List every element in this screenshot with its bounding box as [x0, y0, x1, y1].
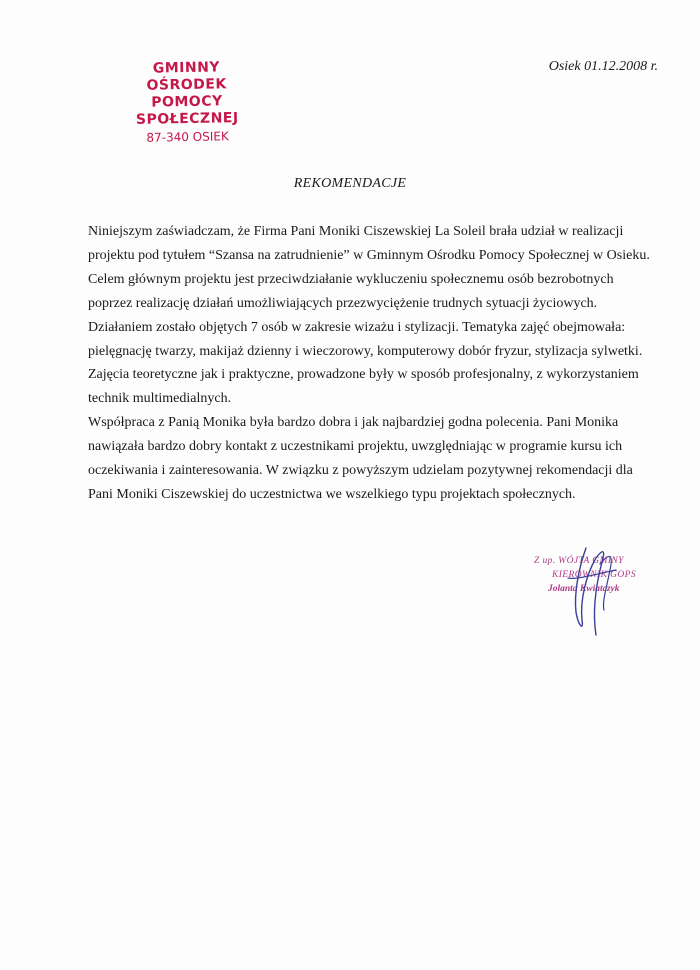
institution-stamp — [111, 59, 262, 148]
signature-stamp-line-3: Jolanta Kwiatczyk — [548, 584, 620, 594]
signature-stamp-line-1: Z up. WÓJTA GMINY — [534, 556, 624, 566]
body-line: pielęgnację twarzy, makijaż dzienny i wieczorowy, komputerowy dobór fryzur, stylizacja sylwetki. — [88, 343, 643, 359]
body-line: Współpraca z Panią Monika była bardzo dobra i jak najbardziej godna polecenia. Pani Monika — [88, 415, 619, 431]
document-date: Osiek 01.12.2008 r. — [548, 59, 658, 74]
body-line: Działaniem zostało objętych 7 osób w zakresie wizażu i stylizacji. Tematyka zajęć obejmowała: — [88, 319, 626, 335]
document-title: REKOMENDACJE — [293, 176, 407, 191]
body-line: Pani Moniki Ciszewskiej do uczestnictwa we wszelkiego typu projektach społecznych. — [88, 486, 576, 502]
stamp-line-2: POMOCY SPOŁECZNEJ — [135, 93, 239, 128]
stamp-line-3: 87-340 OSIEK — [146, 129, 229, 145]
body-line: oczekiwania i zainteresowania. W związku z powyższym udzielam pozytywnej rekomendacji dla — [88, 463, 633, 479]
signature-stamp-line-2: KIEROWNIK GOPS — [552, 570, 636, 580]
body-line: Celem głównym projektu jest przeciwdziałanie wykluczeniu społecznemu osób bezrobotnych — [88, 271, 614, 287]
letter-body — [88, 220, 678, 507]
body-line: Niniejszym zaświadczam, że Firma Pani Moniki Ciszewskiej La Soleil brała udział w realizacji — [88, 224, 624, 239]
body-line: technik multimedialnych. — [88, 391, 232, 407]
handwritten-signature — [556, 540, 636, 640]
body-line: projektu pod tytułem “Szansa na zatrudnienie” w Gminnym Ośrodku Pomocy Społecznej w Osieku. — [88, 247, 650, 263]
stamp-line-1: GMINNY OŚRODEK — [146, 59, 227, 94]
body-line: nawiązała bardzo dobry kontakt z uczestnikami projektu, uwzględniając w programie kursu ich — [88, 439, 623, 455]
body-line: Zajęcia teoretyczne jak i praktyczne, prowadzone były w sposób profesjonalny, z wykorzystaniem — [88, 367, 639, 383]
body-line: poprzez realizację działań umożliwiających przezwyciężenie trudnych sytuacji życiowych. — [88, 295, 598, 311]
